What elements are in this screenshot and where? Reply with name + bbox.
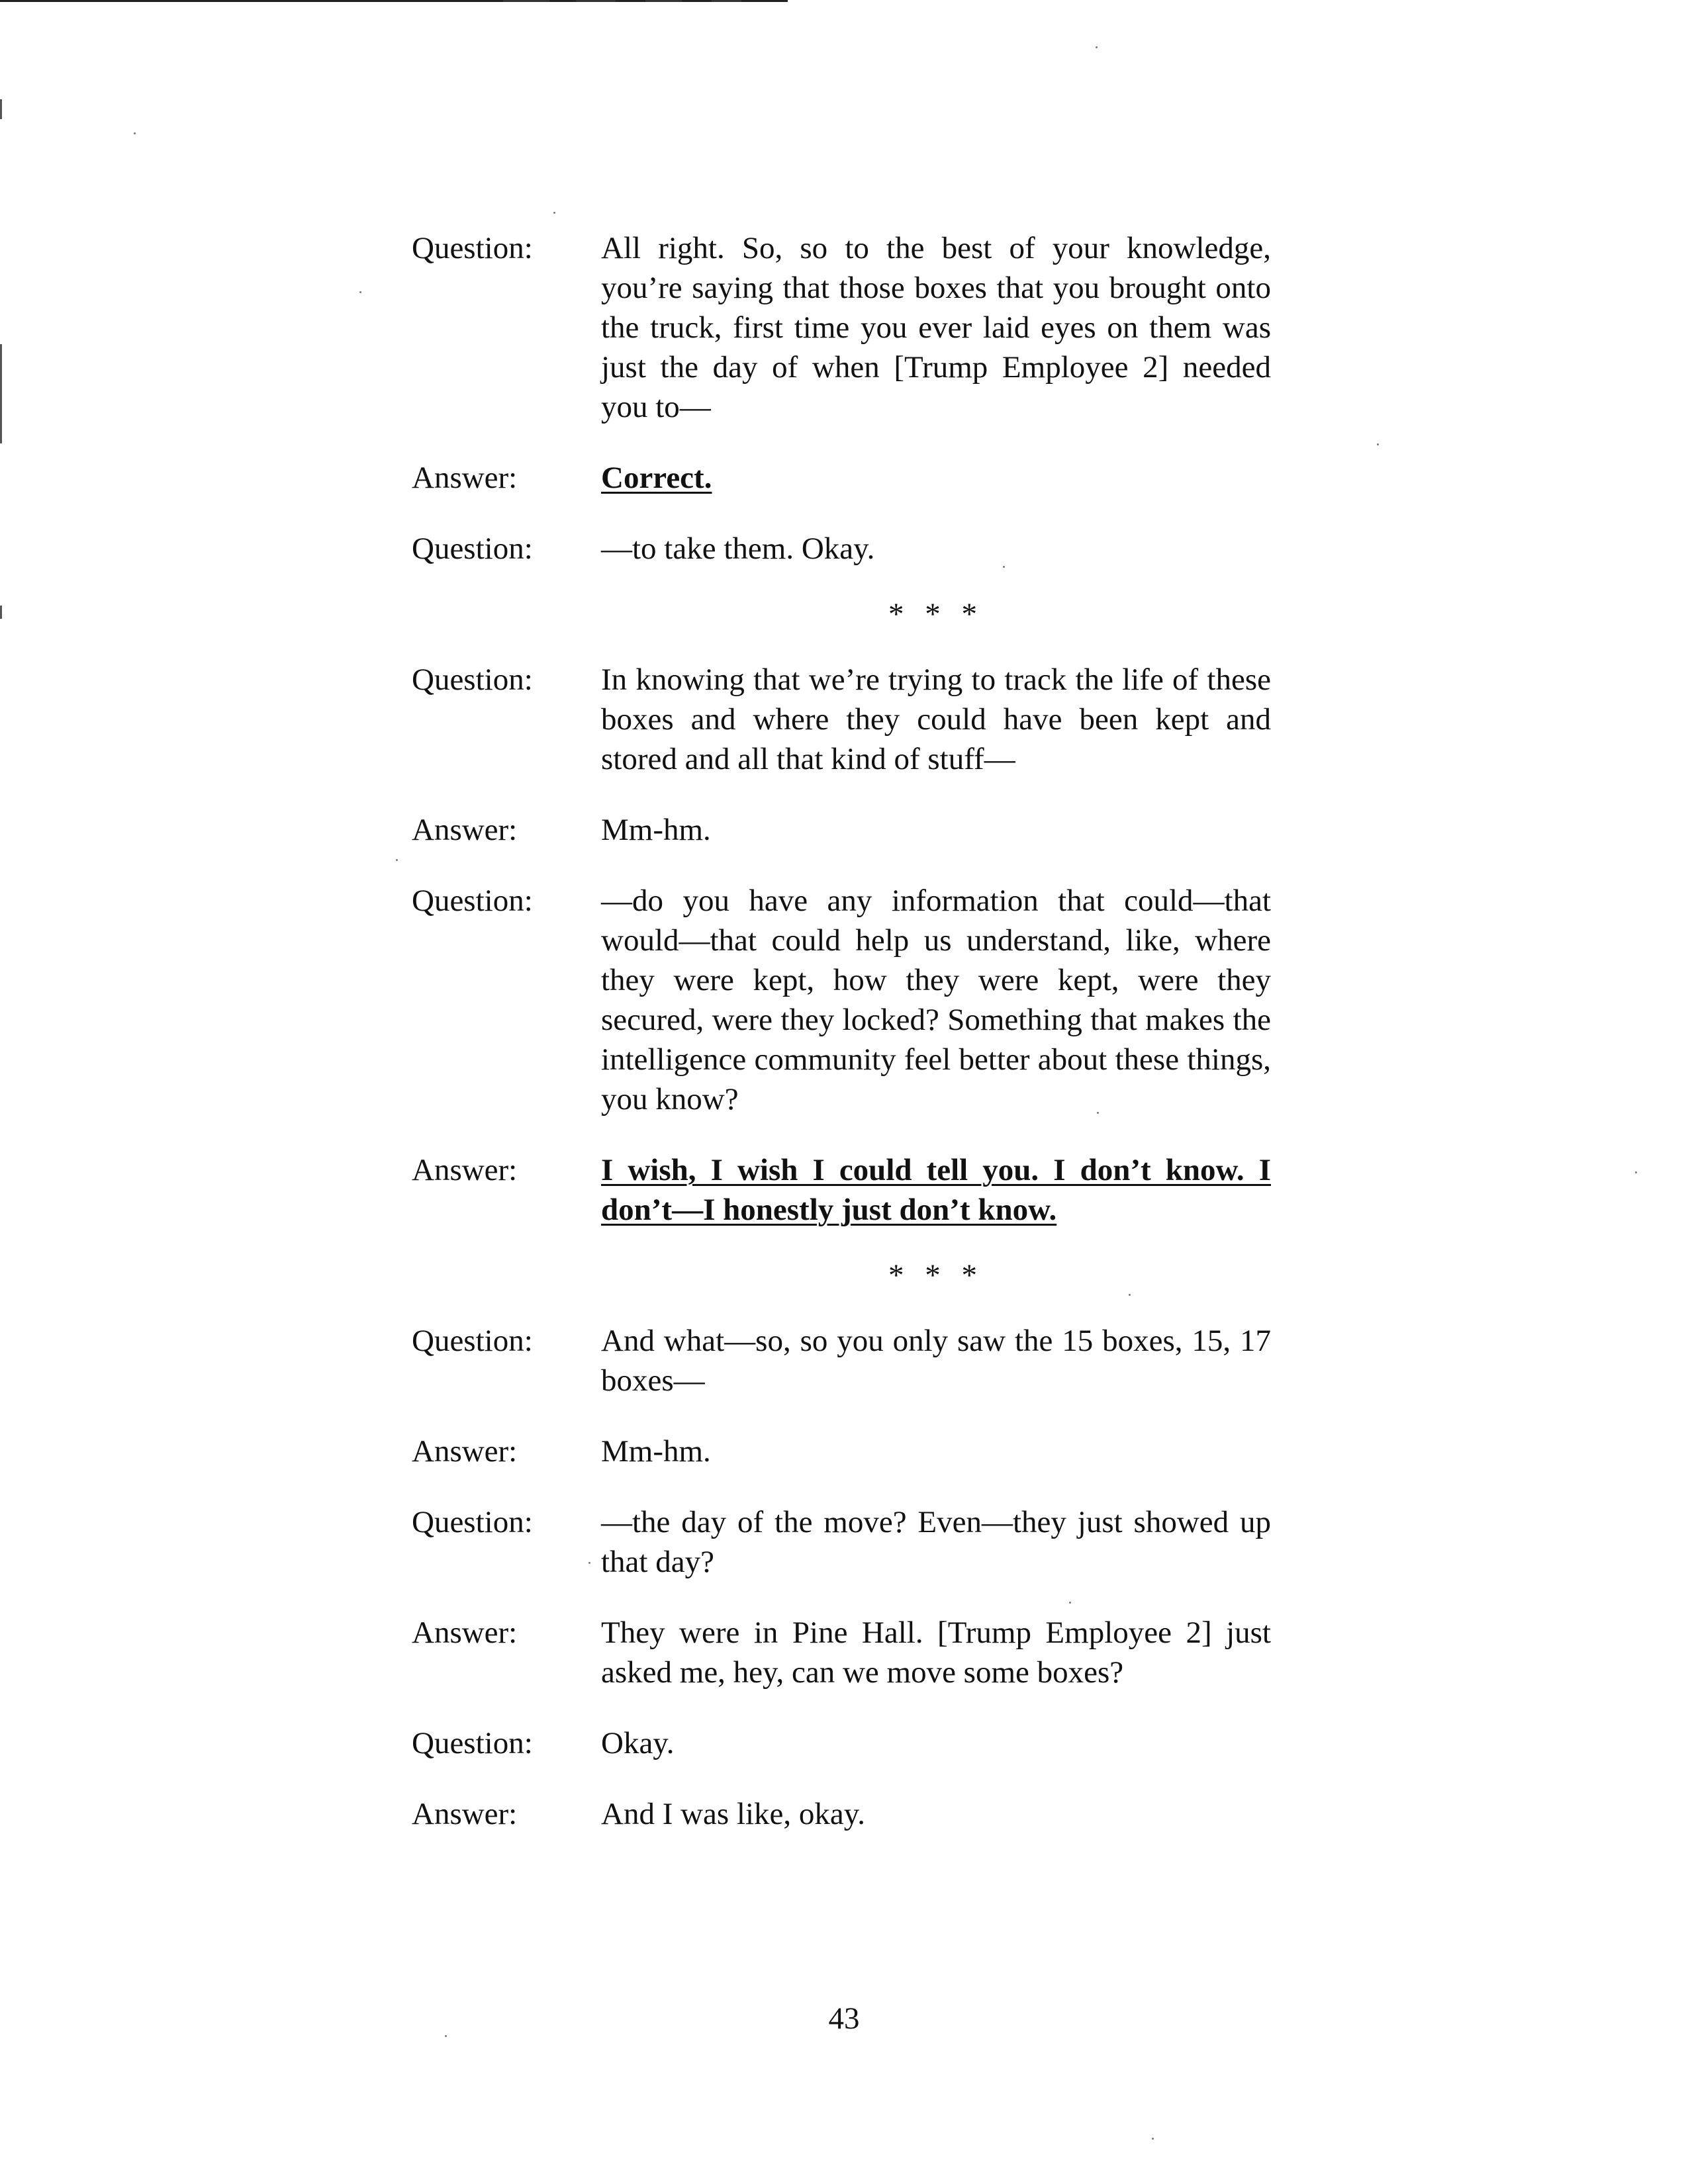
qa-exchange: [412, 529, 1272, 569]
binder-mark: [0, 344, 2, 443]
scan-speck: [359, 291, 361, 293]
scan-speck: [1377, 443, 1379, 445]
qa-exchange: [412, 1502, 1272, 1582]
scan-top-dash: [503, 0, 549, 2]
speaker-label: Question:: [412, 884, 533, 918]
utterance-text: And what—so, so you only saw the 15 boxes, 15, 17 boxes—: [601, 1324, 1271, 1398]
scan-speck: [1635, 1171, 1637, 1173]
qa-exchange: [412, 228, 1272, 427]
qa-exchange: [412, 810, 1272, 850]
utterance-text: Mm-hm.: [601, 813, 711, 847]
speaker-label: Question:: [412, 1726, 533, 1760]
utterance-text: —do you have any information that could—that would—that could help us understand, like, where they were kept, how they were kept, were they secured, were they locked? Something that makes the intelligence community feel better about these things, you know?: [601, 884, 1271, 1116]
utterance-text: —the day of the move? Even—they just showed up that day?: [601, 1505, 1271, 1579]
interview-transcript: [412, 228, 1272, 1865]
utterance-text: And I was like, okay.: [601, 1797, 865, 1831]
scan-top-dash: [645, 0, 682, 2]
scan-speck: [553, 212, 555, 214]
speaker-label: Answer:: [412, 1797, 518, 1831]
utterance-text: All right. So, so to the best of your knowledge, you’re saying that those boxes that you brought onto the truck, first time you ever laid eyes on them was just the day of when [Trump Employee 2] needed you to—: [601, 231, 1271, 424]
speaker-label: Answer:: [412, 1434, 518, 1469]
speaker-label: Question:: [412, 1505, 533, 1539]
scan-top-dash: [712, 0, 741, 2]
section-break-asterisks: * * *: [888, 597, 984, 631]
speaker-label: Question:: [412, 531, 533, 566]
scan-speck: [396, 859, 398, 861]
highlighted-answer-text: I wish, I wish I could tell you. I don’t know. I don’t—I honestly just don’t know.: [601, 1153, 1271, 1227]
speaker-label: Answer:: [412, 461, 518, 495]
utterance-text: Okay.: [601, 1726, 675, 1760]
scan-speck: [1096, 46, 1098, 48]
scan-speck: [1152, 2138, 1154, 2140]
qa-exchange: [412, 458, 1272, 498]
page-number: 43: [828, 2001, 860, 2036]
utterance-text: They were in Pine Hall. [Trump Employee 2] just asked me, hey, can we move some boxes?: [601, 1615, 1271, 1690]
speaker-label: Question:: [412, 662, 533, 697]
qa-exchange: [412, 1150, 1272, 1230]
scan-speck: [134, 132, 136, 134]
binder-mark: [0, 99, 2, 119]
qa-exchange: [412, 1321, 1272, 1400]
section-break-asterisks: * * *: [888, 1258, 984, 1293]
speaker-label: Answer:: [412, 1615, 518, 1650]
speaker-label: Answer:: [412, 1153, 518, 1187]
scan-top-dash: [576, 0, 616, 2]
qa-exchange: [412, 1613, 1272, 1692]
utterance-text: —to take them. Okay.: [601, 531, 875, 566]
speaker-label: Answer:: [412, 813, 518, 847]
speaker-label: Question:: [412, 1324, 533, 1358]
speaker-label: Question:: [412, 231, 533, 265]
qa-exchange: [412, 881, 1272, 1119]
binder-mark: [0, 606, 2, 619]
utterance-text: Mm-hm.: [601, 1434, 711, 1469]
qa-exchange: [412, 1794, 1272, 1834]
utterance-text: In knowing that we’re trying to track the life of these boxes and where they could have been kept and stored and all that kind of stuff—: [601, 662, 1271, 776]
qa-exchange: [412, 1723, 1272, 1763]
qa-exchange: [412, 1432, 1272, 1471]
qa-exchange: [412, 660, 1272, 779]
highlighted-answer-text: Correct.: [601, 461, 712, 495]
